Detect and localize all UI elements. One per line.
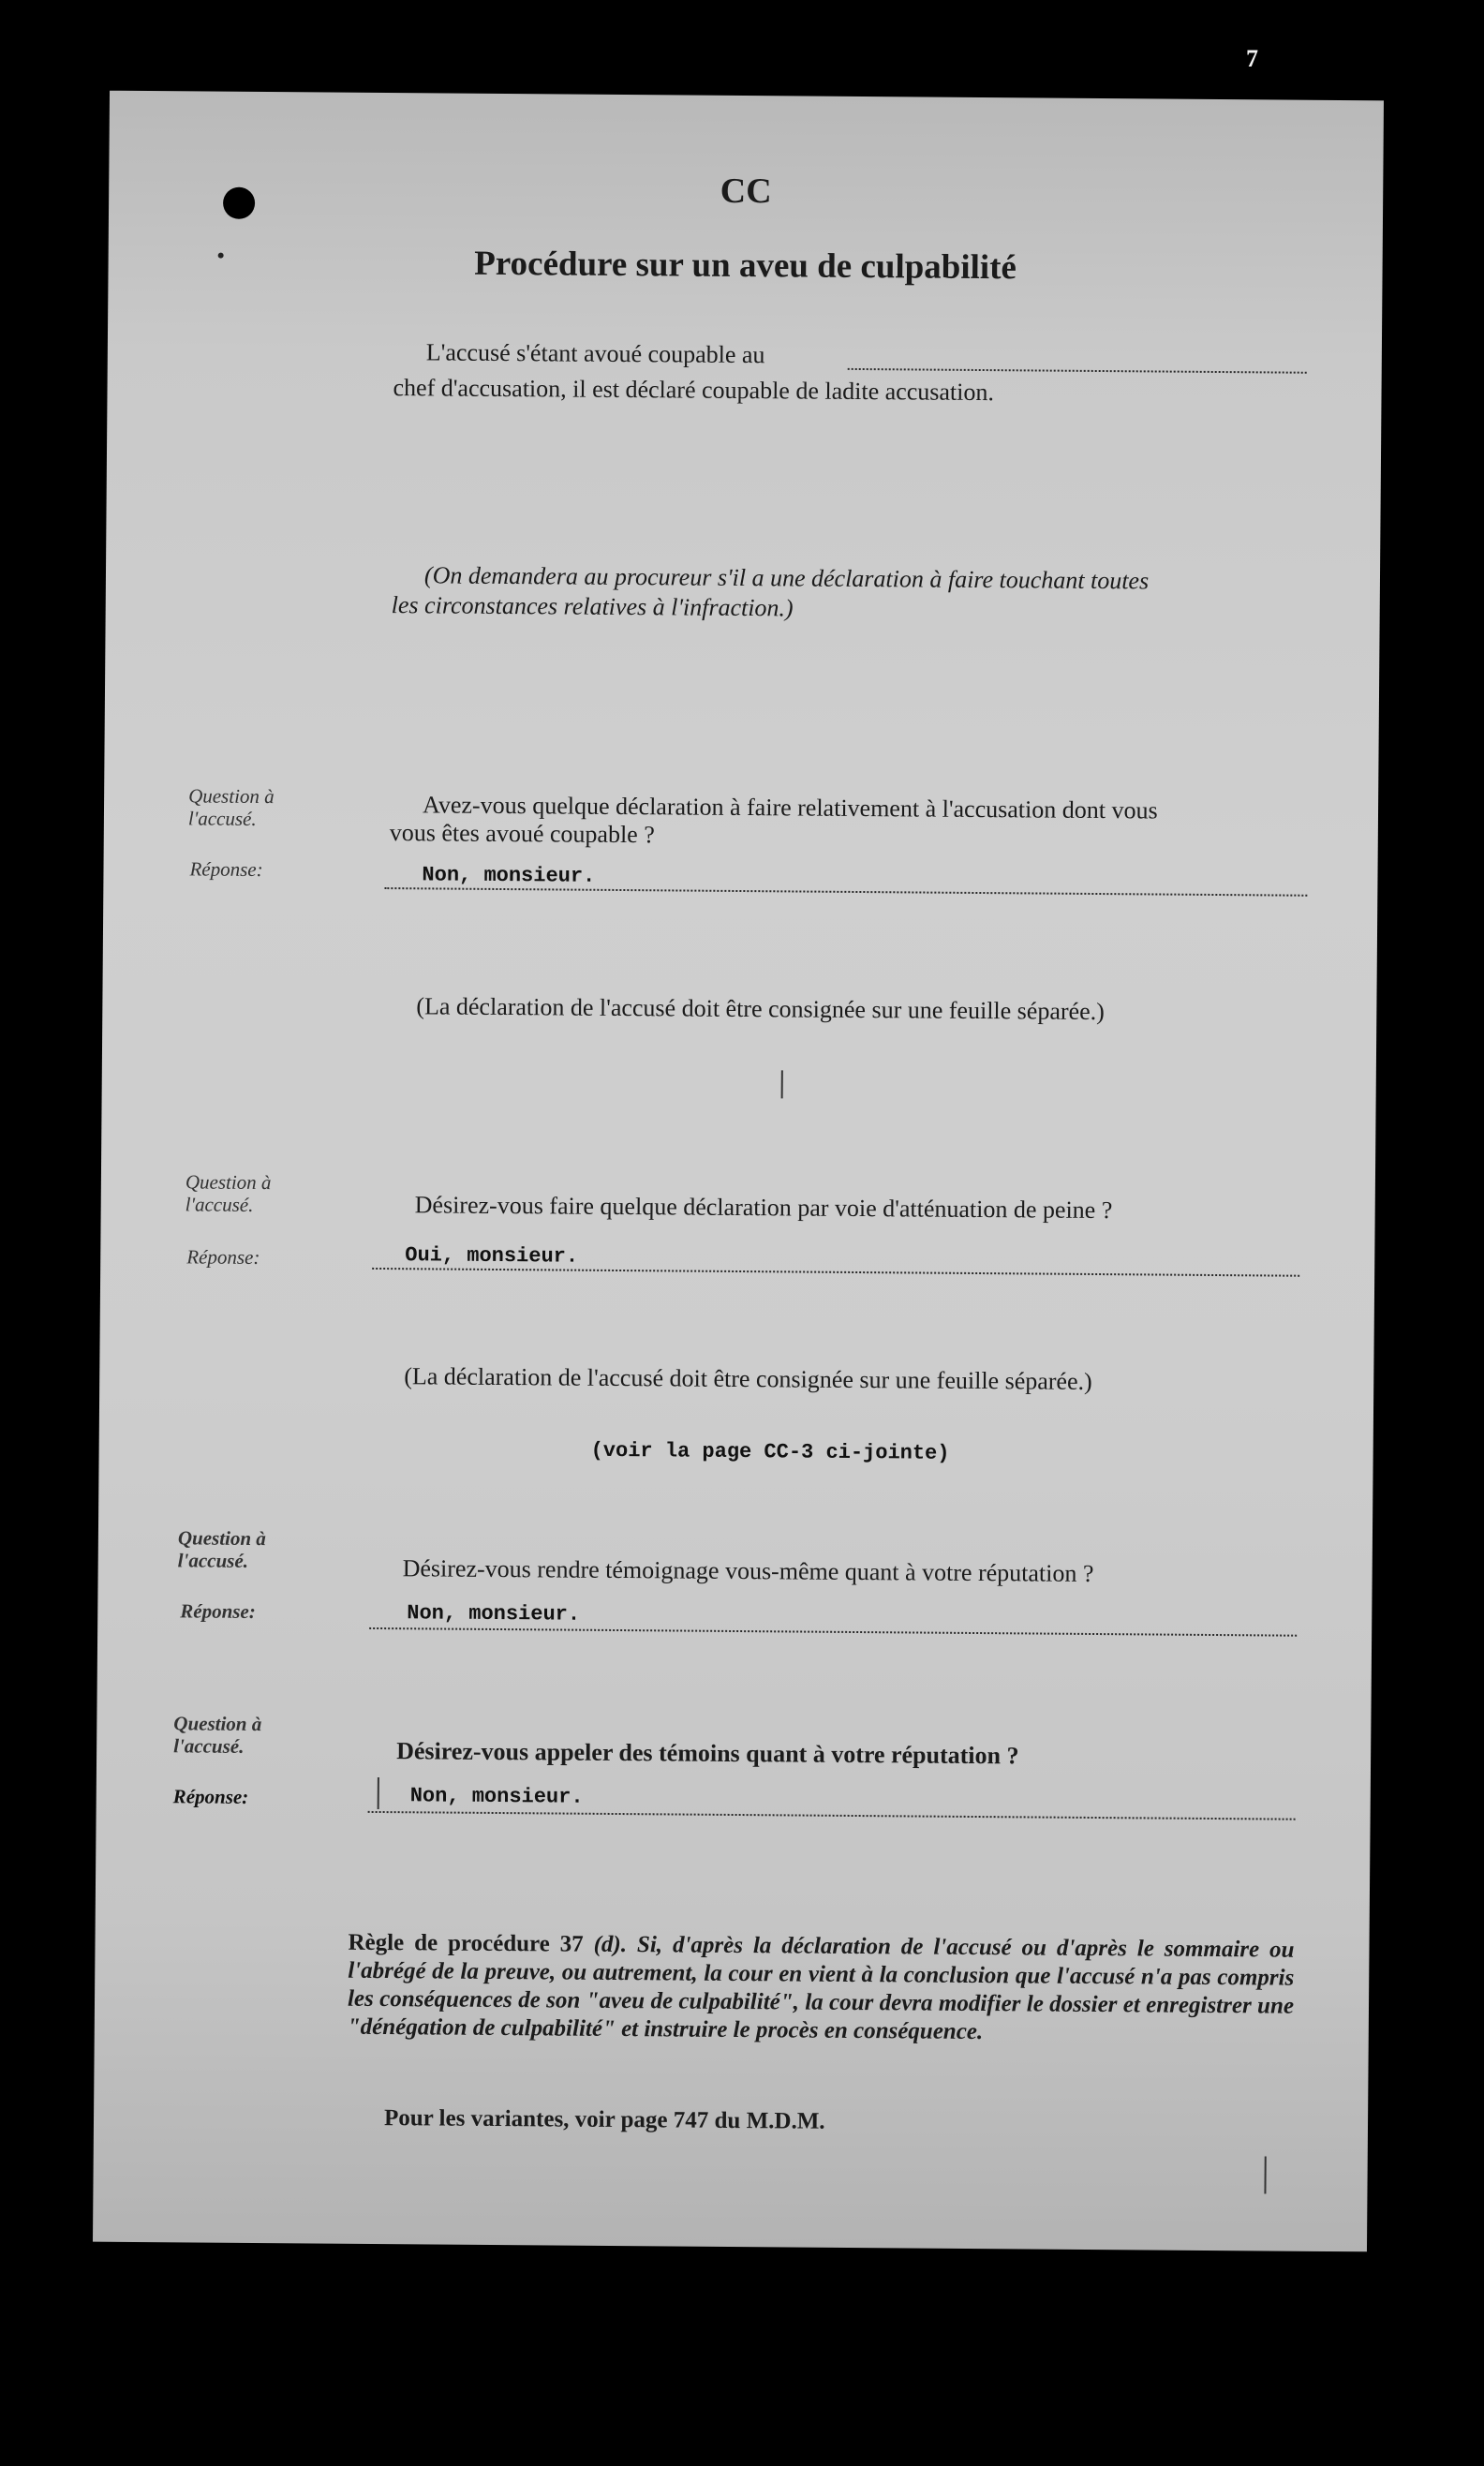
document-page (93, 91, 1384, 2252)
question-label-1: Question à l'accusé. (187, 784, 275, 830)
form-code: CC (720, 171, 772, 212)
question-label-3: Question à l'accusé. (177, 1526, 266, 1572)
form-title: Procédure sur un aveu de culpabilité (474, 244, 1017, 288)
question-3: Désirez-vous rendre témoignage vous-même quant à votre réputation ? (402, 1554, 1094, 1587)
rule-text: Si, d'après la déclaration de l'accusé ou d'après le sommaire ou l'abrégé de la preuve, ou autrement, la cour en vient à la conclusion que l'accusé n'a pas compris les conséquences de son "aveu de culpabilité", la cour devra modifier le dossier et enregistrer une "dénégation de culpabilité" et instruire le procès en conséquence. (347, 1932, 1295, 2045)
answer-line-4 (368, 1811, 1296, 1820)
page-number: 7 (1246, 45, 1258, 72)
pen-mark (781, 1070, 783, 1098)
answer-label-4: Réponse: (172, 1785, 249, 1808)
question-label-2: Question à l'accusé. (185, 1170, 272, 1216)
question-2: Désirez-vous faire quelque déclaration par voie d'atténuation de peine ? (414, 1191, 1113, 1225)
procedure-rule (348, 1929, 1295, 2049)
answer-label-1: Réponse: (189, 857, 263, 882)
question-label-4: Question à l'accusé. (173, 1712, 262, 1758)
question-4: Désirez-vous appeler des témoins quant à votre réputation ? (396, 1737, 1019, 1770)
intro-line-1: L'accusé s'étant avoué coupable au (425, 338, 765, 369)
answer-3: Non, monsieur. (407, 1601, 581, 1627)
rule-lead: Règle de procédure 37 (348, 1929, 584, 1957)
answer-2: Oui, monsieur. (405, 1243, 579, 1269)
answer-1: Non, monsieur. (422, 863, 596, 888)
answer-label-3: Réponse: (180, 1599, 256, 1623)
pen-mark (1264, 2156, 1266, 2193)
answer-label-2: Réponse: (186, 1245, 260, 1269)
question-1-cont: vous êtes avoué coupable ? (389, 819, 655, 849)
pen-mark (378, 1777, 379, 1809)
note-2: (La déclaration de l'accusé doit être consignée sur une feuille séparée.) (404, 1362, 1092, 1395)
variants-note: Pour les variantes, voir page 747 du M.D.M. (383, 2105, 825, 2134)
answer-line-1 (384, 887, 1307, 897)
instruction-line-1: (On demandera au procureur s'il a une déclaration à faire touchant toutes (423, 561, 1150, 595)
rule-ref: (d). (593, 1931, 628, 1958)
typed-note: (voir la page CC-3 ci-jointe) (590, 1438, 950, 1465)
instruction-line-2: les circonstances relatives à l'infraction.) (391, 591, 794, 622)
answer-line-3 (369, 1627, 1297, 1637)
answer-4: Non, monsieur. (409, 1784, 584, 1809)
answer-line-2 (372, 1268, 1299, 1277)
charge-blank (848, 368, 1307, 374)
note-1: (La déclaration de l'accusé doit être consignée sur une feuille séparée.) (416, 992, 1105, 1026)
intro-line-2: chef d'accusation, il est déclaré coupable de ladite accusation. (393, 374, 995, 407)
question-1: Avez-vous quelque déclaration à faire relativement à l'accusation dont vous (422, 791, 1158, 824)
